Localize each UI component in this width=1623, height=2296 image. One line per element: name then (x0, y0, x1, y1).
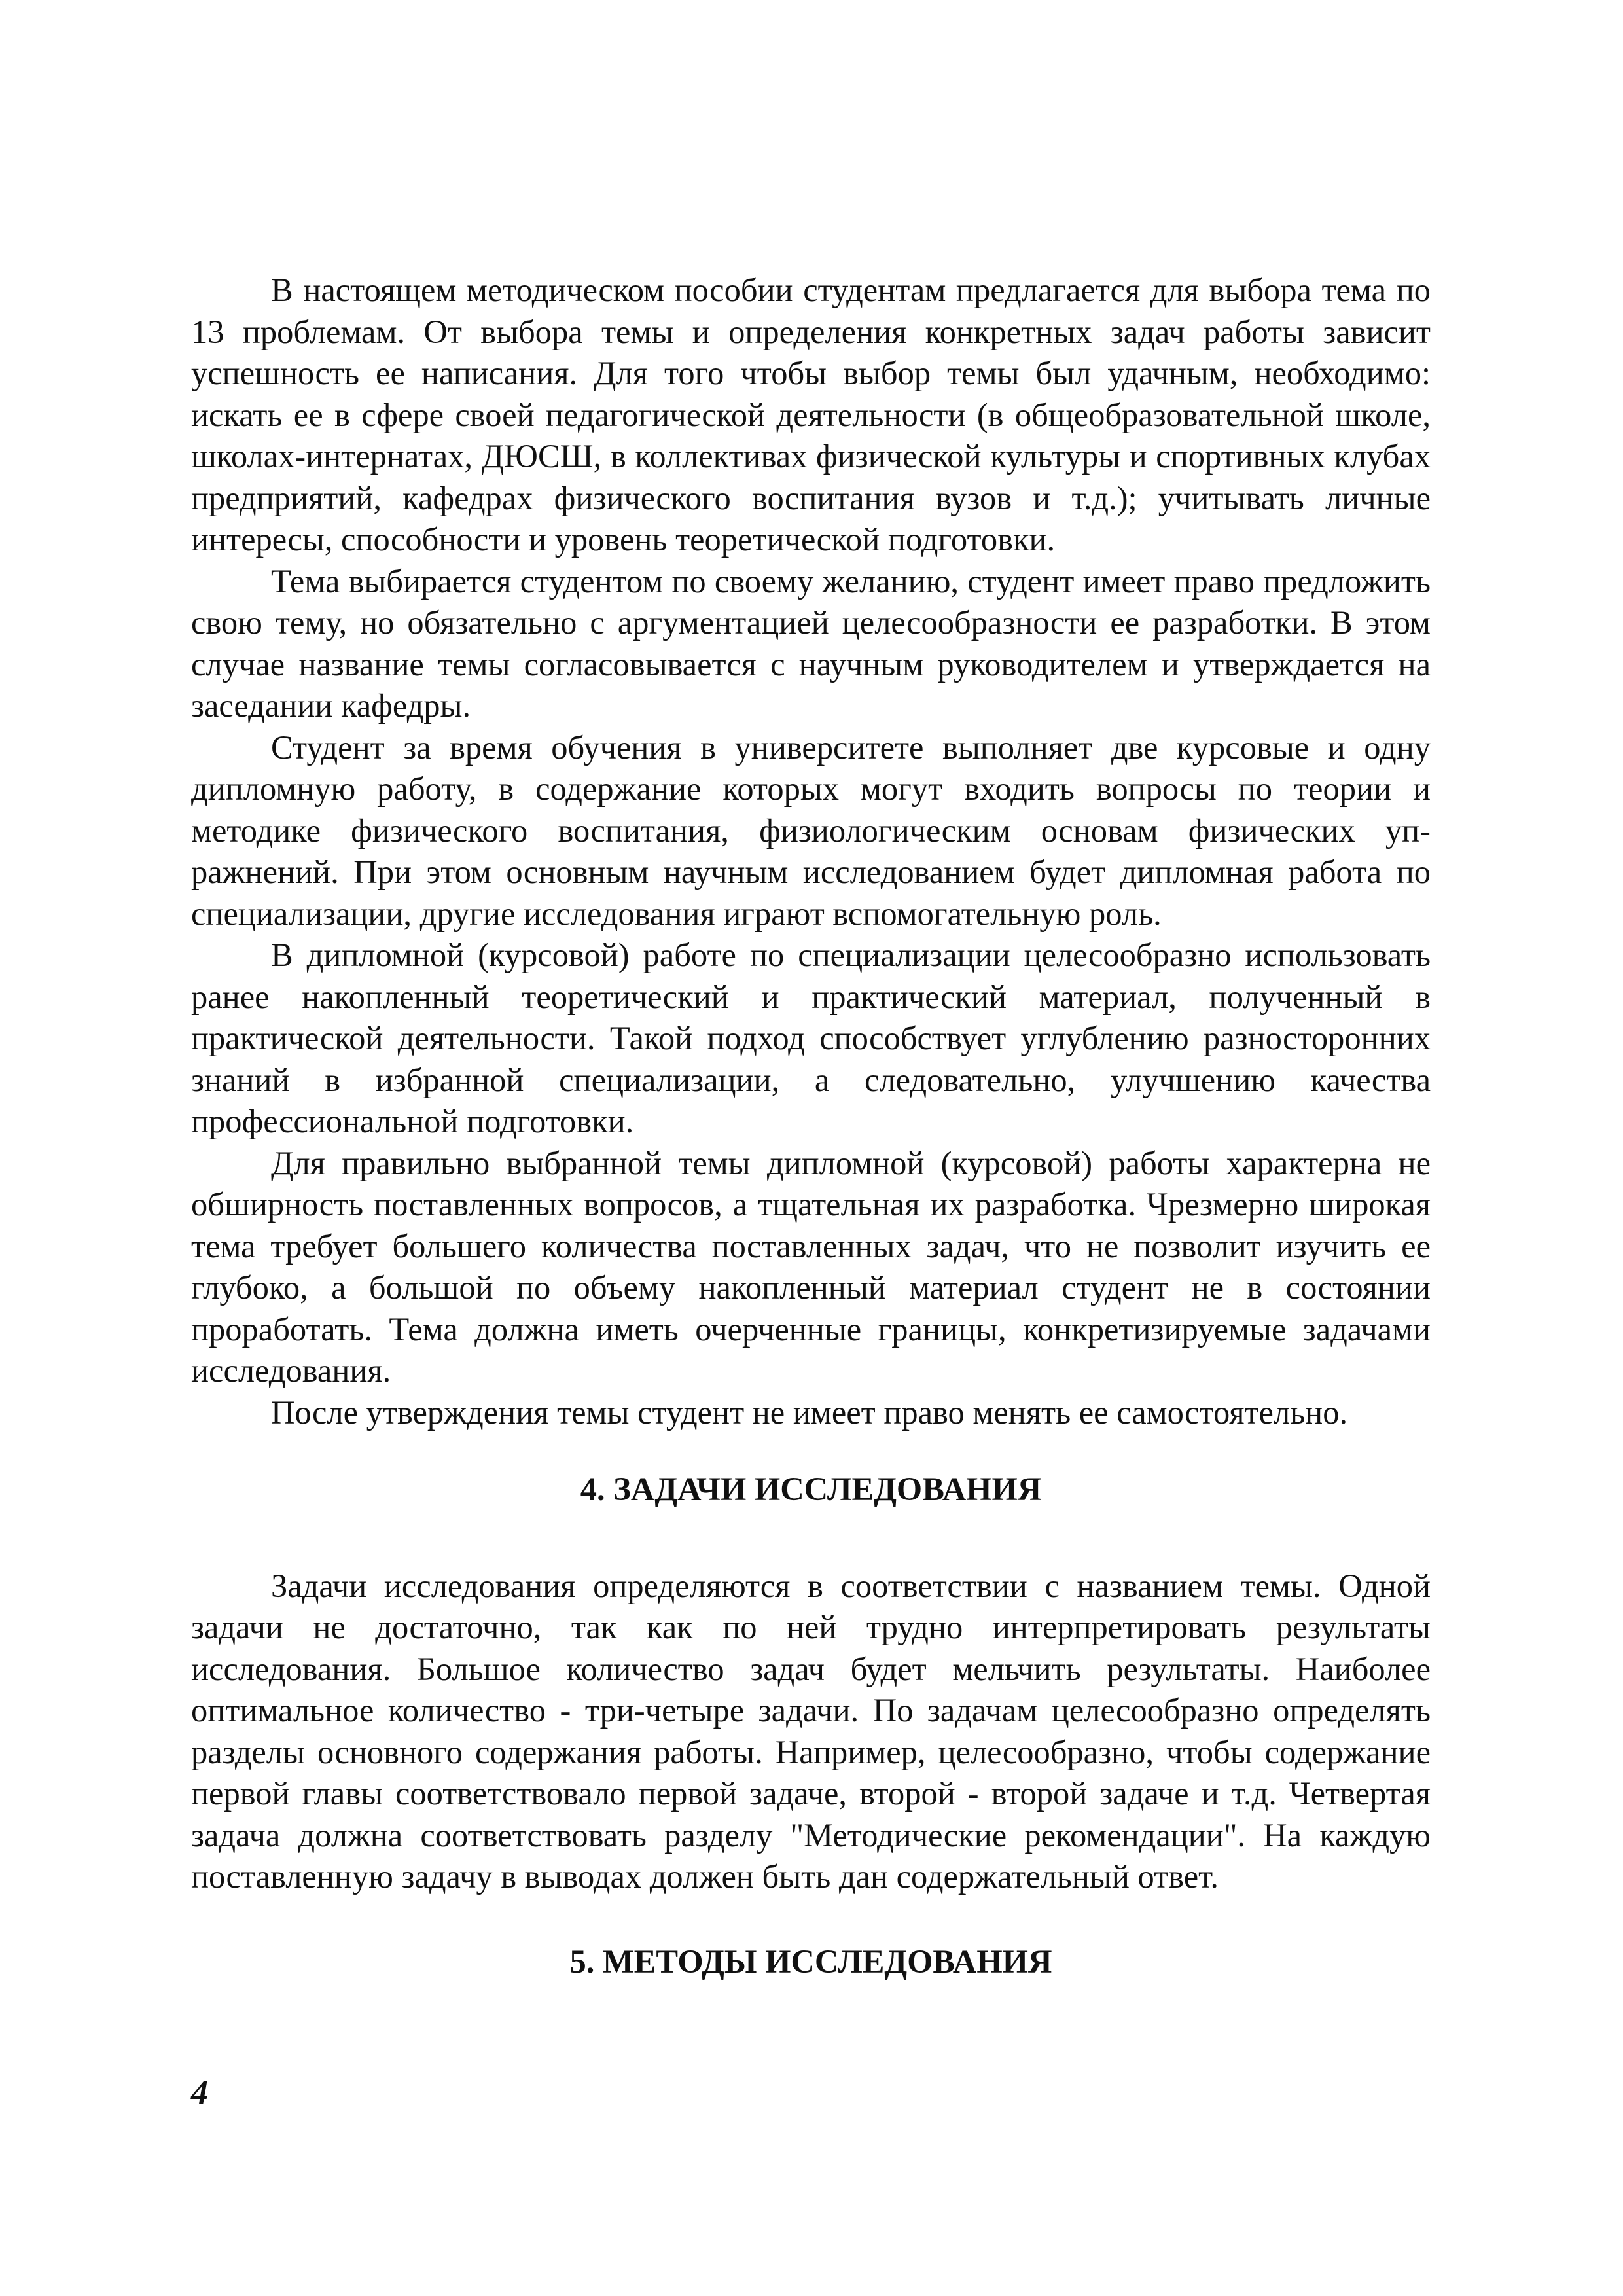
paragraph-coursework: Студент за время обучения в университете выполняет две курсовые и одну дипломную работу, в содержание которых могут входить вопросы по теории и методике физического воспитания, физиологическим основам физических упражнений. При этом основным научным исследованием будет дипломная работа по специализации, другие исследования играют вспомогательную роль. (191, 728, 1431, 932)
section-5-heading: 5. МЕТОДЫ ИССЛЕДОВАНИЯ (569, 1943, 1052, 1980)
page-number: 4 (191, 2074, 208, 2111)
paragraph-topic-approval: После утверждения темы студент не имеет право менять ее самостоятельно. (271, 1393, 1348, 1431)
text-column (191, 270, 1431, 1982)
paragraph-topic-scope: Для правильно выбранной темы дипломной (курсовой) работы характерна не обширность поставленных вопросов, а тщательная их разработка. Чрезмерно широкая тема требует большего количества поставленных задач, что не позволит изучить ее глубоко, а большой по объему накопленный материал студент не в состоянии проработать. Тема должна иметь очерченные границы, конкретизируемые задачами исследования. (191, 1144, 1431, 1389)
section-4-paragraph: Задачи исследования определяются в соответствии с названием темы. Одной задачи не достаточно, так как по ней трудно интерпретировать результаты исследования. Большое количество задач будет мельчить результаты. Наиболее оптимальное количество - три-четыре задачи. По задачам целесообразно определять разделы основного содержания работы. Например, целесообразно, чтобы содержание первой главы соответствовало первой задаче, второй - второй задаче и т.д. Четвертая задача должна соответствовать разделу "Методические рекомендации". На каждую поставленную задачу в выводах должен быть дан содержательный ответ. (191, 1567, 1431, 1895)
paragraph-topic-choice: В настоящем методическом пособии студентам предлагается для выбора тема по 13 проблемам. От выбора темы и определения конкретных задач работы зависит успешность ее написания. Для того чтобы выбор темы был удачным, необходимо: искать ее в сфере своей педагогической деятельности (в общеобразовательной школе, школах-интернатах, ДЮСШ, в коллективах физической культуры и спортивных клубах предприятий, кафедрах физического воспитания вузов и т.д.); учитывать личные интересы, способности и уровень теоретической подготовки. (191, 272, 1431, 558)
section-4-heading: 4. ЗАДАЧИ ИССЛЕДОВАНИЯ (580, 1471, 1042, 1507)
paragraph-specialization: В дипломной (курсовой) работе по специализации целесообразно использовать ранее накопленный теоретический и практический материал, полученный в практической деятельности. Такой подход способствует углублению разносторонних знаний в избранной специализации, а следовательно, улучшению качества профессиональной подготовки. (191, 937, 1431, 1139)
paragraph-topic-selection: Тема выбирается студентом по своему желанию, студент имеет право предложить свою тему, но обязательно с аргументацией целесообразности ее разработки. В этом случае название темы согласовывается с научным руководителем и утверждается на заседании кафедры. (191, 562, 1431, 724)
